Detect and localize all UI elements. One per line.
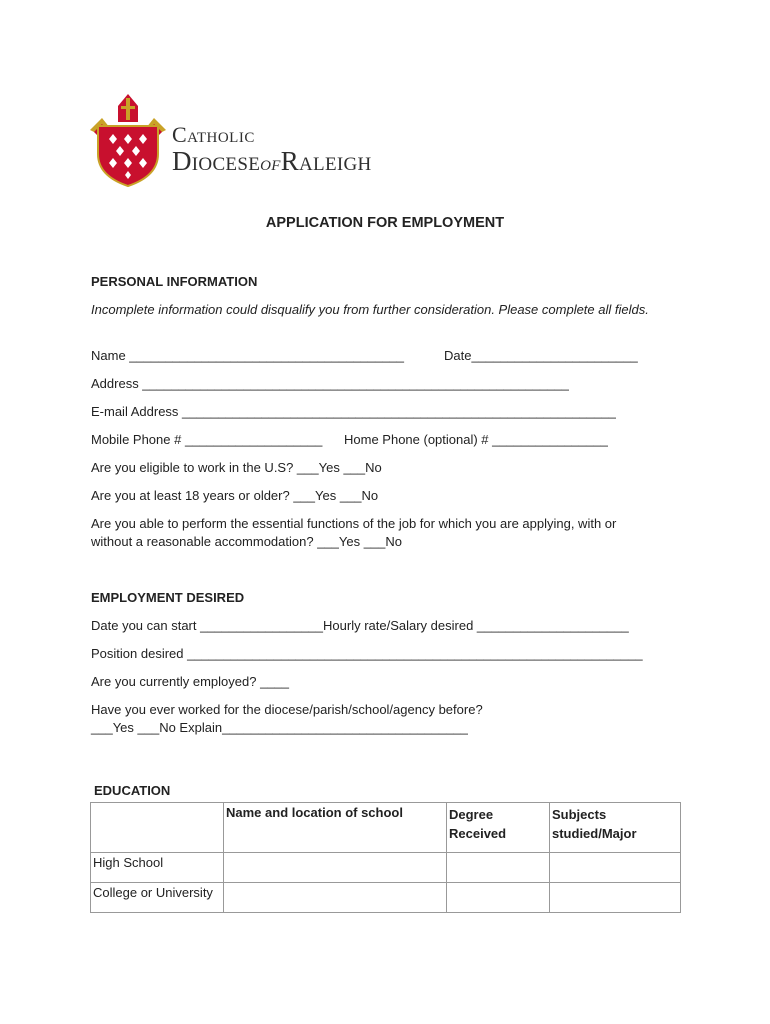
logo-diocese: Diocese (172, 146, 261, 176)
address-field[interactable]: Address ___________________________________________________________ (91, 376, 569, 391)
personal-heading: PERSONAL INFORMATION (91, 274, 258, 289)
diocese-logo (88, 92, 418, 188)
table-row (91, 883, 681, 913)
essential-question-line1: Are you able to perform the essential functions of the job for which you are applying, with or (91, 516, 617, 531)
row-label-college: College or University (91, 883, 224, 913)
form-title: APPLICATION FOR EMPLOYMENT (265, 215, 505, 231)
table-row (91, 853, 681, 883)
high-school-subjects-cell[interactable] (550, 853, 681, 883)
coat-of-arms-icon (88, 92, 168, 188)
college-name-cell[interactable] (224, 883, 447, 913)
college-subjects-cell[interactable] (550, 883, 681, 913)
header-subjects: Subjects studied/Major (550, 803, 681, 853)
mobile-phone-field[interactable]: Mobile Phone # ___________________ (91, 432, 323, 447)
name-field[interactable]: Name ______________________________________ (91, 348, 405, 363)
eligible-question[interactable]: Are you eligible to work in the U.S? ___Yes ___No (91, 460, 382, 475)
worked-before-answer[interactable]: ___Yes ___No Explain__________________________________ (91, 720, 468, 735)
logo-diocese-of-raleigh (172, 146, 372, 178)
logo-raleigh: Raleigh (280, 146, 372, 176)
logo-wordmark (172, 124, 372, 178)
age-question[interactable]: Are you at least 18 years or older? ___Yes ___No (91, 488, 379, 503)
worked-before-question: Have you ever worked for the diocese/parish/school/agency before? (91, 702, 483, 717)
logo-catholic: Catholic (172, 122, 255, 147)
education-heading: EDUCATION (94, 783, 171, 798)
high-school-name-cell[interactable] (224, 853, 447, 883)
header-cell-empty (91, 803, 224, 853)
essential-question-line2[interactable]: without a reasonable accommodation? ___Yes ___No (91, 534, 403, 549)
logo-of: of (260, 150, 281, 175)
start-date-salary-field[interactable]: Date you can start _________________Hourly rate/Salary desired _____________________ (91, 618, 629, 633)
email-field[interactable]: E-mail Address ____________________________________________________________ (91, 404, 616, 419)
date-field[interactable]: Date_______________________ (444, 348, 638, 363)
education-table (90, 802, 681, 913)
home-phone-field[interactable]: Home Phone (optional) # ________________ (344, 432, 608, 447)
college-degree-cell[interactable] (447, 883, 550, 913)
employment-heading: EMPLOYMENT DESIRED (91, 590, 245, 605)
currently-employed-field[interactable]: Are you currently employed? ____ (91, 674, 290, 689)
table-header-row (91, 803, 681, 853)
high-school-degree-cell[interactable] (447, 853, 550, 883)
header-school: Name and location of school (224, 803, 447, 853)
header-degree: Degree Received (447, 803, 550, 853)
row-label-high-school: High School (91, 853, 224, 883)
position-field[interactable]: Position desired _______________________________________________________________ (91, 646, 643, 661)
personal-note: Incomplete information could disqualify you from further consideration. Please complete all fields. (91, 302, 649, 317)
